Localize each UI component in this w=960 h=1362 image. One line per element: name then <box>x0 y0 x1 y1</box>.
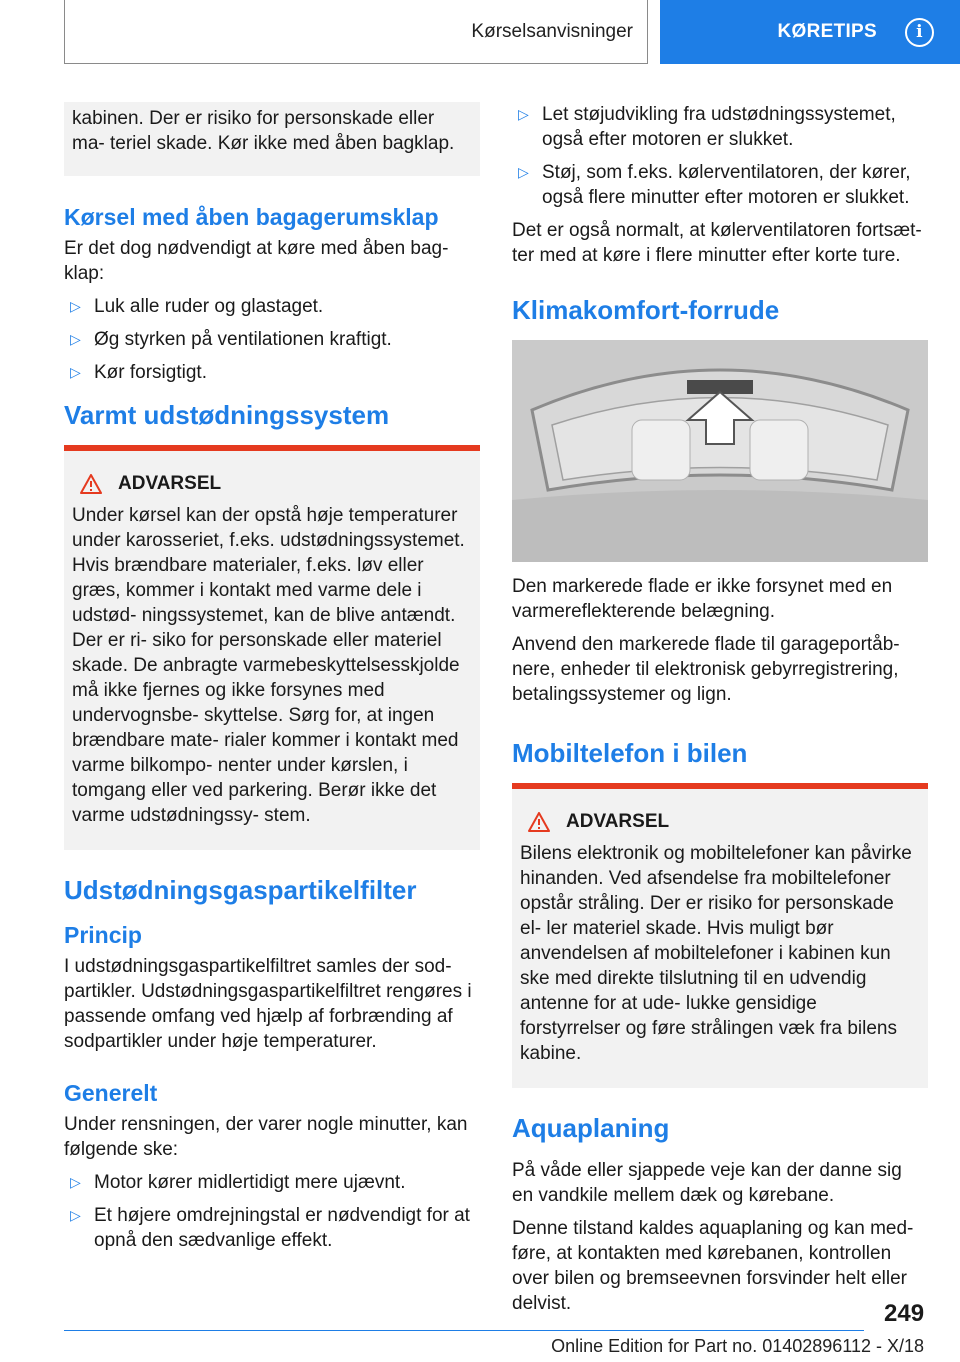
triangle-bullet-icon: ▷ <box>70 364 81 380</box>
heading-windshield: Klimakomfort-forrude <box>512 295 780 325</box>
intro-warning-tail <box>64 102 480 176</box>
triangle-bullet-icon: ▷ <box>70 298 81 314</box>
warning-box-exhaust <box>64 445 480 850</box>
footer-divider <box>64 1330 864 1331</box>
header-section-label: Kørselsanvisninger <box>471 20 633 42</box>
windshield-illustration <box>512 340 928 562</box>
warning-triangle-icon <box>528 812 550 832</box>
warning-text: Under kørsel kan der opstå høje temperaturer under karosseriet, f.eks. udstødningssystemet. Hvis brændbare materialer, f.eks. løv eller græs, kommer i kontakt med varme dele i udstød- ningssystemet, kan de blive antændt. Der er ri- siko for personskade eller materiel skade. De anbragte varmebeskyttelsesskjolde må ikke fjernes og ikke forsynes med undervognsbe- skyttelse. Sørg for, at ingen brændbare mate- rialer kommer i kontakt med varme bilkompo- nenter under kørslen, i tomgang eller ved parkering. Berør ikke det varme udstødningssy- stem. <box>72 505 465 826</box>
intro-text: kabinen. Der er risiko for personskade eller ma- teriel skade. Kør ikke med åben bagklap. <box>72 108 455 154</box>
list-item: ▷ Øg styrken på ventilationen kraftigt. <box>70 329 392 350</box>
fan-para: Det er også normalt, at kølerventilatoren fortsæt- ter med at køre i flere minutter efter korte ture. <box>512 220 922 266</box>
list-item: ▷ Et højere omdrejningstal er nødvendigt for at opnå den sædvanlige effekt. <box>70 1205 470 1251</box>
right-column <box>512 102 928 1324</box>
car-interior-image <box>512 340 928 562</box>
triangle-bullet-icon: ▷ <box>70 1207 81 1223</box>
open-tailgate-list <box>64 294 480 385</box>
header-chapter-label: KØRETIPS <box>777 21 877 42</box>
heading-open-tailgate: Kørsel med åben bagagerumsklap <box>64 204 439 230</box>
warning-title: ADVARSEL <box>118 473 222 494</box>
aquaplaning-para1: På våde eller sjappede veje kan der danne sig en vandkile mellem dæk og kørebane. <box>512 1160 902 1206</box>
header-chapter-tab <box>660 0 960 64</box>
windshield-para2: Anvend den markerede flade til garageportåb- nere, enheder til elektronisk gebyrregistrering, betalingssystemer og lign. <box>512 634 900 705</box>
heading-particle-filter: Udstødningsgaspartikelfilter <box>64 875 417 905</box>
triangle-bullet-icon: ▷ <box>70 1174 81 1190</box>
general-list <box>64 1170 480 1253</box>
heading-principle: Princip <box>64 922 142 948</box>
info-icon[interactable]: i <box>905 18 934 47</box>
list-item: ▷ Let støjudvikling fra udstødningssystemet, også efter motoren er slukket. <box>518 104 896 150</box>
list-item: ▷ Luk alle ruder og glastaget. <box>70 296 324 317</box>
principle-para: I udstødningsgaspartikelfiltret samles der sod- partikler. Udstødningsgaspartikelfiltret rengøres i passende omfang ved hjælp af forbrænding af sodpartikler under høje temperaturer. <box>64 956 472 1052</box>
triangle-bullet-icon: ▷ <box>518 106 529 122</box>
aquaplaning-para2: Denne tilstand kaldes aquaplaning og kan med- føre, at kontakten med kørebanen, kontrollen over bilen og bremseevnen forsvinder helt eller delvist. <box>512 1218 914 1314</box>
list-item: ▷ Kør forsigtigt. <box>70 362 207 383</box>
open-tailgate-para: Er det dog nødvendigt at køre med åben bag- klap: <box>64 238 449 284</box>
left-column <box>64 102 480 1261</box>
page-number: 249 <box>884 1300 925 1327</box>
triangle-bullet-icon: ▷ <box>70 331 81 347</box>
header-section-tab <box>64 0 648 64</box>
heading-mobile-phone: Mobiltelefon i bilen <box>512 738 748 768</box>
warning-box-mobile <box>512 783 928 1088</box>
triangle-bullet-icon: ▷ <box>518 164 529 180</box>
warning-title: ADVARSEL <box>566 811 670 832</box>
warning-triangle-icon <box>80 474 102 494</box>
warning-text: Bilens elektronik og mobiltelefoner kan påvirke hinanden. Ved afsendelse fra mobiltelefoner opstår stråling. Der er risiko for personskade el- ler materiel skade. Hvis muligt bør anvendelsen af mobiltelefoner i kabinen kun ske med direkte tilslutning til en udvendig antenne for at ude- lukke gensidige forstyrrelser og føre strålingen væk fra bilens kabine. <box>520 843 912 1064</box>
heading-aquaplaning: Aquaplaning <box>512 1113 670 1143</box>
heading-general: Generelt <box>64 1080 158 1106</box>
footer-edition: Online Edition for Part no. 01402896112 - X/18 <box>551 1336 924 1356</box>
noise-list <box>512 102 928 210</box>
heading-hot-exhaust: Varmt udstødningssystem <box>64 400 390 430</box>
list-item: ▷ Motor kører midlertidigt mere ujævnt. <box>70 1172 406 1193</box>
list-item: ▷ Støj, som f.eks. kølerventilatoren, der kører, også flere minutter efter motoren er slukket. <box>518 162 911 208</box>
windshield-para1: Den markerede flade er ikke forsynet med en varmereflekterende belægning. <box>512 576 893 622</box>
general-para: Under rensningen, der varer nogle minutter, kan følgende ske: <box>64 1114 468 1160</box>
